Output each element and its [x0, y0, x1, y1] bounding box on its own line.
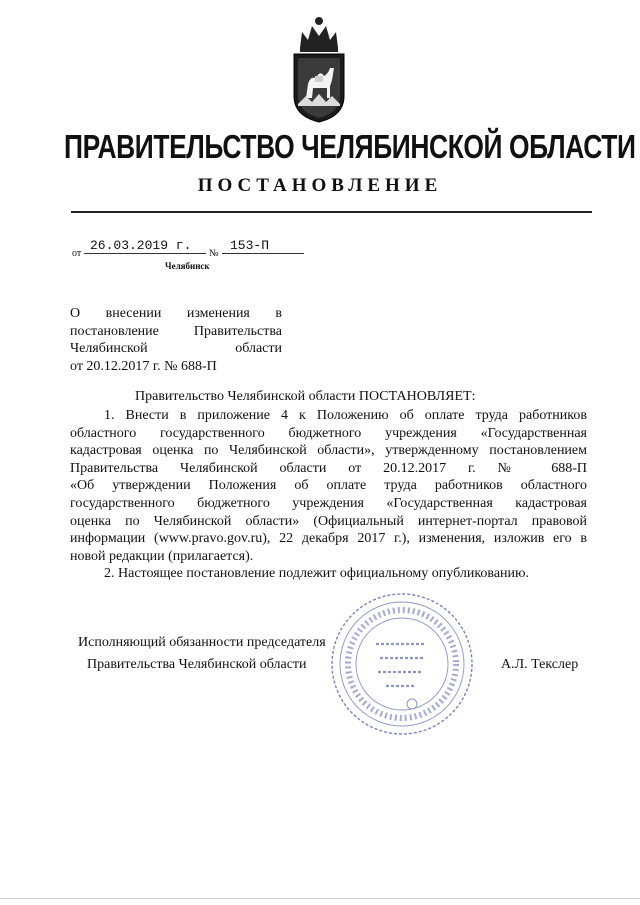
subject-word: изменения [186, 306, 250, 321]
signatory-position-line-2: Правительства Челябинской области [87, 657, 307, 672]
subject-line-1 [70, 305, 282, 323]
subject-word: постановление [70, 323, 159, 339]
subject-word: в [275, 306, 282, 321]
body-line: областного государственного бюджетного учреждения «Государственная [70, 425, 587, 441]
city-label: Челябинск [165, 261, 210, 271]
body-line: кадастровая оценка по Челябинской области», утвержденному постановлением [70, 443, 587, 459]
date-prefix: от [72, 248, 82, 259]
document-subject [70, 305, 282, 375]
body-line: Правительства Челябинской области от 20.12.2017 г. № 688-П [70, 460, 587, 476]
document-type-heading: ПОСТАНОВЛЕНИЕ [197, 175, 443, 196]
signatory-position-line-1: Исполняющий обязанности председателя [78, 635, 326, 650]
resolution-intro: Правительство Челябинской области ПОСТАНОВЛЯЕТ: [135, 389, 476, 404]
body-line: «Об утверждении Положения об оплате труда работников областного [70, 478, 587, 494]
header-divider [71, 211, 592, 213]
subject-word: Челябинской [70, 341, 148, 357]
body-line: информации (www.pravo.gov.ru), 22 декабря 2017 г.), изменения, изложив его в [70, 531, 587, 547]
subject-line-4: от 20.12.2017 г. № 688-П [70, 358, 217, 374]
body-line: оценка по Челябинской области» (Официальный интернет-портал правовой [70, 513, 587, 529]
subject-word: области [235, 341, 282, 357]
body-paragraph-2: 2. Настоящее постановление подлежит официальному опубликованию. [104, 566, 529, 582]
resolution-body [70, 407, 587, 583]
document-number: 153-П [222, 238, 304, 254]
government-title: ПРАВИТЕЛЬСТВО ЧЕЛЯБИНСКОЙ ОБЛАСТИ [64, 128, 636, 165]
page-edge [0, 898, 640, 899]
subject-line-2 [70, 323, 282, 341]
body-line: 1. Внести в приложение 4 к Положению об оплате труда работников [104, 408, 587, 423]
document-date: 26.03.2019 г. [84, 238, 206, 254]
subject-word: внесении [105, 306, 162, 321]
subject-line-3 [70, 340, 282, 358]
signatory-name: А.Л. Текслер [501, 657, 579, 672]
subject-word: Правительства [193, 323, 282, 339]
number-prefix: № [209, 248, 219, 259]
body-line: новой редакции (прилагается). [70, 548, 254, 564]
official-seal-stamp [326, 588, 478, 740]
subject-word: О [70, 306, 81, 321]
body-line: государственного бюджетного учреждения «Государственная кадастровая [70, 495, 587, 511]
coat-of-arms-emblem [288, 12, 350, 124]
